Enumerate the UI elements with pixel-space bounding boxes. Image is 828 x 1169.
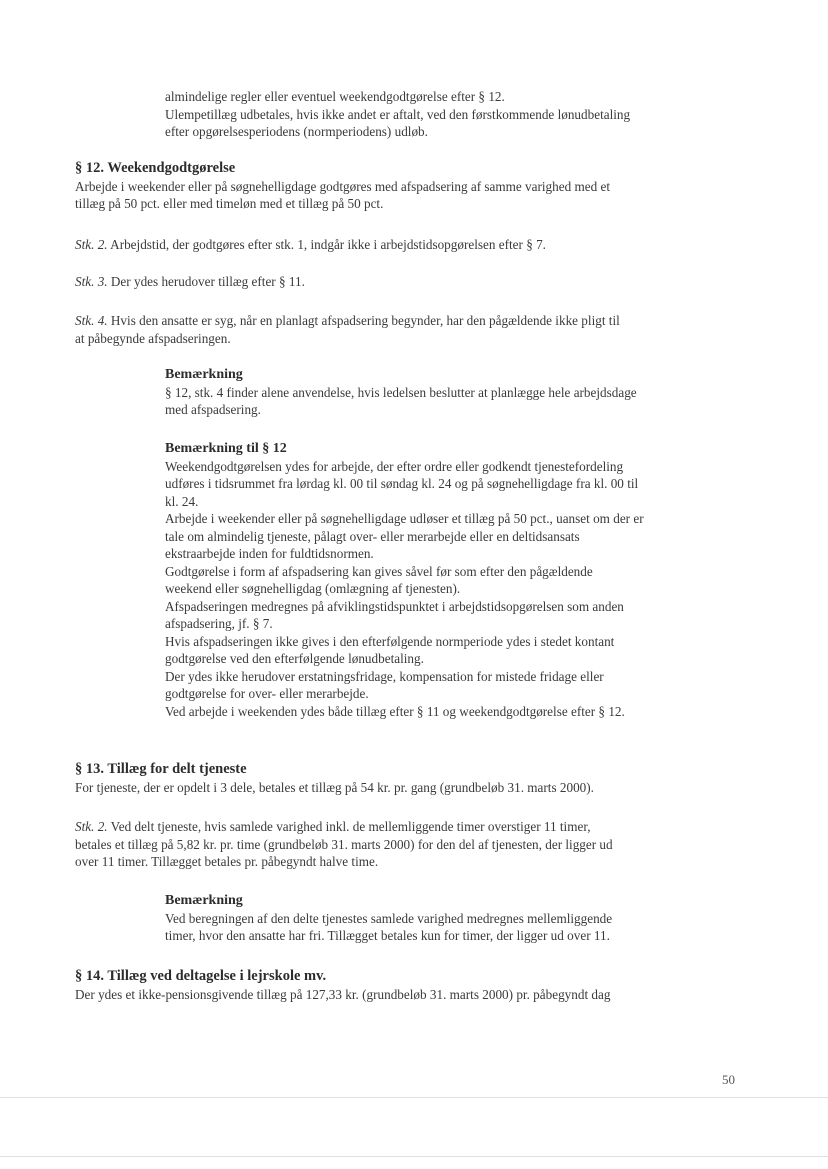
text-line: med afspadsering. [165, 402, 261, 417]
text-line: ekstraarbejde inden for fuldtidsnormen. [165, 546, 374, 561]
text-line: godtgørelse for over- eller merarbejde. [165, 686, 369, 701]
text-line: Der ydes et ikke-pensionsgivende tillæg på 127,33 kr. (grundbeløb 31. marts 2000) pr. påbegyndt dag [75, 986, 611, 1002]
stk-label: Stk. 2. [75, 237, 108, 252]
stk-text: Der ydes herudover tillæg efter § 11. [107, 274, 305, 289]
section-heading: § 14. Tillæg ved deltagelse i lejrskole mv. [75, 968, 327, 984]
stk-text: Arbejdstid, der godtgøres efter stk. 1, indgår ikke i arbejdstidsopgørelsen efter § 7. [107, 237, 546, 252]
section-12 [75, 160, 610, 213]
remark-title: Bemærkning [165, 367, 243, 382]
section-heading: § 12. Weekendgodtgørelse [75, 160, 236, 176]
section-14 [75, 968, 610, 1003]
text-line: godtgørelse ved den efterfølgende lønudbetaling. [165, 651, 424, 666]
text-line: Ulempetillæg udbetales, hvis ikke andet er aftalt, ved den førstkommende lønudbetaling [165, 106, 631, 122]
remark-title: Bemærkning [165, 893, 243, 908]
text-line: almindelige regler eller eventuel weekendgodtgørelse efter § 12. [165, 89, 505, 104]
text-line: weekend eller søgnehelligdag (omlægning af tjenesten). [165, 581, 461, 596]
section-13-stk-2 [75, 818, 613, 871]
page-number: 50 [722, 1072, 735, 1087]
text-line: afspadsering, jf. § 7. [165, 616, 273, 631]
remark-section-12 [165, 440, 644, 720]
text-line: Weekendgodtgørelsen ydes for arbejde, der efter ordre eller godkendt tjenestefordeling [165, 458, 624, 474]
text-line: Hvis afspadseringen ikke gives i den efterfølgende normperiode ydes i stedet kontant [165, 633, 615, 649]
stk-label: Stk. 3. [75, 274, 108, 289]
section-13 [75, 761, 594, 796]
remark-section-12-stk-4 [165, 366, 637, 419]
remark-title: Bemærkning til § 12 [165, 441, 287, 456]
text-line: over 11 timer. Tillægget betales pr. påbegyndt halve time. [75, 854, 379, 869]
text-line: Arbejde i weekender eller på søgnehelligdage udløser et tillæg på 50 pct., uanset om der er [165, 511, 644, 526]
text-line: timer, hvor den ansatte har fri. Tillægget betales kun for timer, der ligger ud over 11. [165, 928, 610, 943]
stk-label: Stk. 4. [75, 313, 108, 328]
text-line: betales et tillæg på 5,82 kr. pr. time (grundbeløb 31. marts 2000) for den del af tjenesten, der ligger ud [75, 836, 613, 852]
text-line: efter opgørelsesperiodens (normperiodens) udløb. [165, 124, 428, 139]
text-line: Afspadseringen medregnes på afviklingstidspunktet i arbejdstidsopgørelsen som anden [165, 598, 624, 614]
text-line: Godtgørelse i form af afspadsering kan gives såvel før som efter den pågældende [165, 563, 593, 579]
text-line: For tjeneste, der er opdelt i 3 dele, betales et tillæg på 54 kr. pr. gang (grundbeløb 31. marts 2000). [75, 779, 594, 795]
intro-paragraph [165, 88, 630, 141]
section-12-stk-2 [75, 236, 546, 254]
footer-divider [0, 1097, 828, 1098]
remark-section-13 [165, 892, 612, 945]
text-line: udføres i tidsrummet fra lørdag kl. 00 til søndag kl. 24 og på søgnehelligdage fra kl. 00 til [165, 476, 639, 491]
text-line: tale om almindelig tjeneste, pålagt over- eller merarbejde eller en deltidsansats [165, 528, 580, 544]
stk-label: Stk. 2. [75, 819, 108, 834]
section-heading: § 13. Tillæg for delt tjeneste [75, 761, 247, 777]
text-line: Der ydes ikke herudover erstatningsfridage, kompensation for mistede fridage eller [165, 668, 604, 684]
section-12-stk-4 [75, 312, 620, 347]
stk-text: Ved delt tjeneste, hvis samlede varighed inkl. de mellemliggende timer overstiger 11 timer, [107, 819, 591, 834]
text-line: Ved beregningen af den delte tjenestes samlede varighed medregnes mellemliggende [165, 910, 613, 926]
text-line: kl. 24. [165, 493, 199, 509]
text-line: tillæg på 50 pct. eller med timeløn med et tillæg på 50 pct. [75, 196, 384, 211]
stk-text: Hvis den ansatte er syg, når en planlagt afspadsering begynder, har den pågældende ikke pligt til [107, 313, 620, 328]
page-bottom-divider [0, 1156, 828, 1157]
section-12-stk-3 [75, 273, 305, 291]
text-line: Arbejde i weekender eller på søgnehelligdage godtgøres med afspadsering af samme varighed med et [75, 178, 610, 194]
text-line: § 12, stk. 4 finder alene anvendelse, hvis ledelsen beslutter at planlægge hele arbejdsdage [165, 384, 637, 400]
text-line: at påbegynde afspadseringen. [75, 330, 231, 346]
text-line: Ved arbejde i weekenden ydes både tillæg efter § 11 og weekendgodtgørelse efter § 12. [165, 703, 625, 719]
